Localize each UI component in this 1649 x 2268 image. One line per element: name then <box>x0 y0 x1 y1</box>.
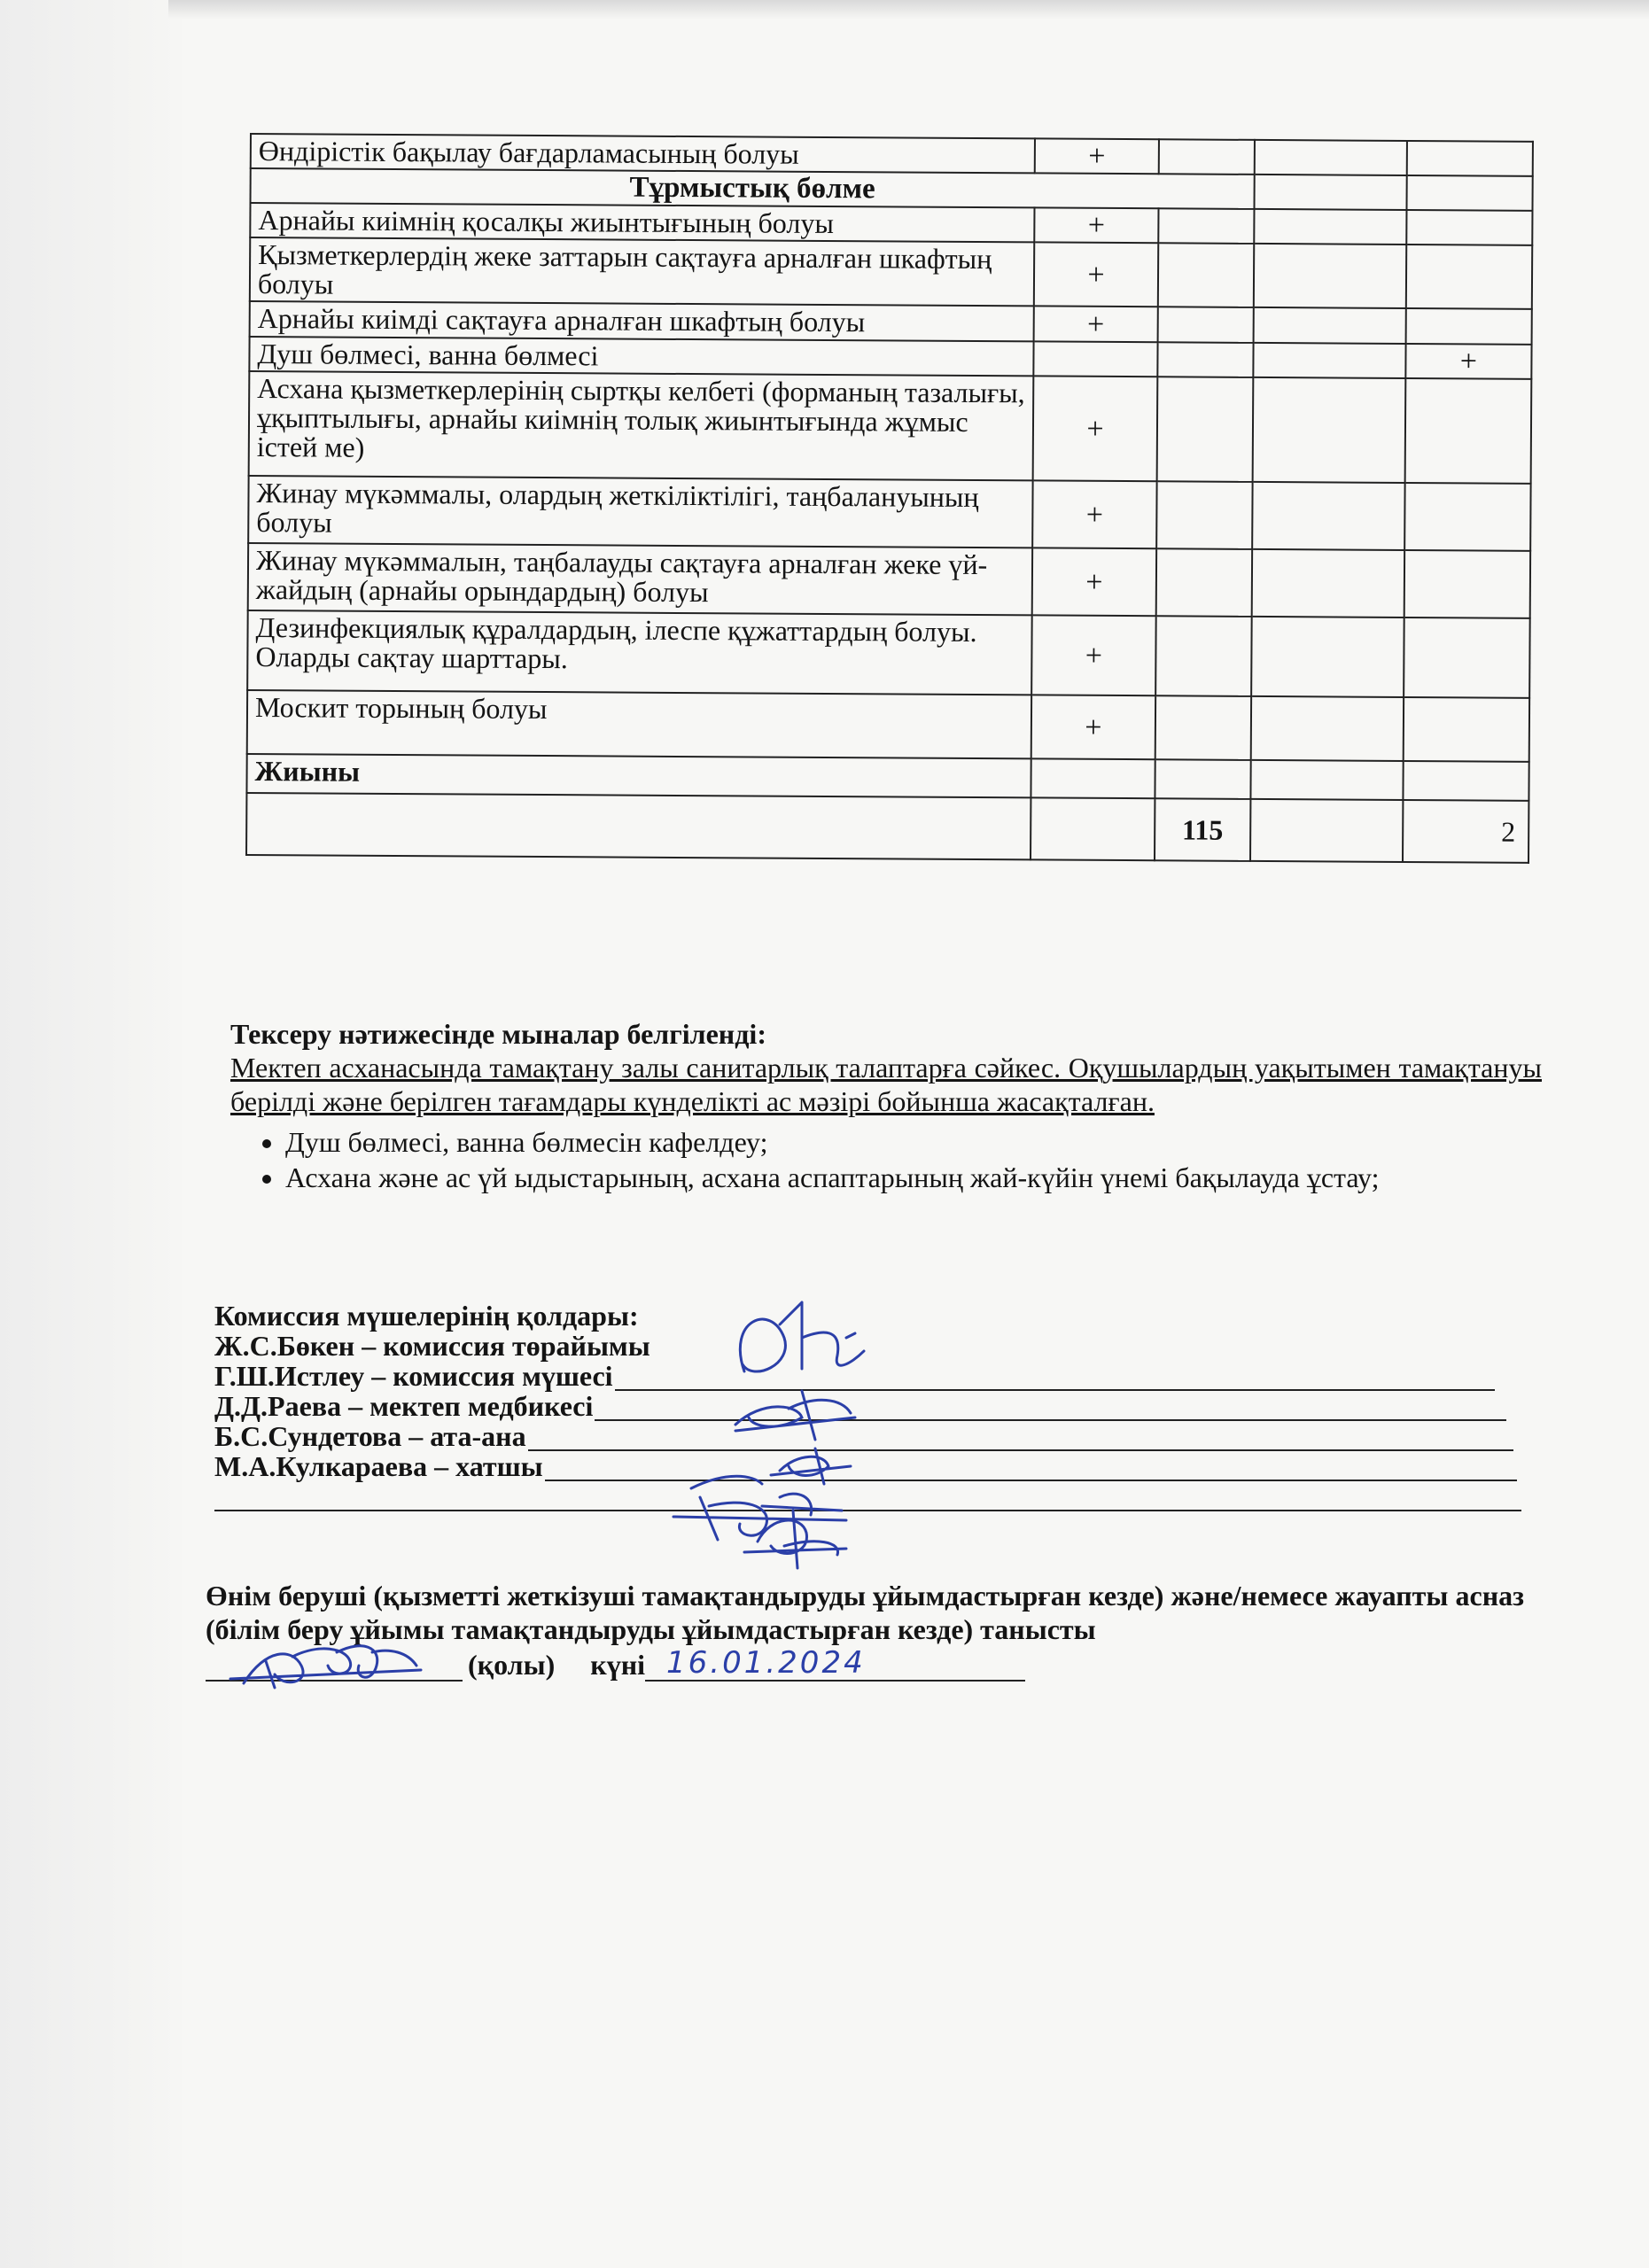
mark-cell: + <box>1032 548 1156 616</box>
mark-cell <box>1158 208 1254 244</box>
producer-acknowledgement <box>206 1579 1524 1682</box>
mark-cell <box>1255 140 1407 175</box>
mark-cell <box>1407 141 1533 176</box>
table-row <box>249 371 1532 484</box>
scan-top-shadow <box>168 0 1649 19</box>
table-cell <box>1406 175 1532 211</box>
mark-cell <box>1254 209 1406 245</box>
producer-text: Өнім беруші (қызметті жеткізуші тамақтандыруды ұйымдастырған кезде) және/немесе жауапты асназ (білім беру ұйымы тамақтандыруды ұйымдастырған кезде) танысты <box>206 1580 1524 1645</box>
table-cell <box>1155 759 1250 799</box>
sign-label: (қолы) <box>468 1649 556 1681</box>
producer-sign-line <box>206 1646 1524 1682</box>
signature-rule <box>528 1425 1513 1451</box>
date-value: 16.01.2024 <box>645 1646 1025 1682</box>
mark-cell <box>1254 244 1406 308</box>
mark-cell: + <box>1031 695 1155 759</box>
checklist-table <box>245 133 1534 864</box>
mark-cell: + <box>1034 306 1158 342</box>
criterion-label: Жинау мүкәммалын, таңбалауды сақтауға арналған жеке үй-жайдың (арнайы орындардың) болуы <box>248 543 1032 615</box>
signature-5-icon <box>744 1511 846 1568</box>
signature-blank <box>206 1653 463 1682</box>
mark-cell <box>1157 377 1254 482</box>
mark-cell <box>1156 481 1252 549</box>
signature-line <box>214 1331 728 1361</box>
signature-line <box>214 1421 1513 1451</box>
signature-line <box>214 1361 1495 1391</box>
criterion-label: Душ бөлмесі, ванна бөлмесі <box>249 337 1033 376</box>
commission-title: Комиссия мүшелерінің қолдары: <box>214 1300 639 1332</box>
criterion-label: Жинау мүкәммалы, олардың жеткіліктілігі, таңбалануының болуы <box>248 476 1032 548</box>
signature-line <box>214 1391 1506 1421</box>
table-row <box>250 237 1532 309</box>
member-name: Д.Д.Раева – мектеп медбикесі <box>214 1390 594 1422</box>
table-cell <box>1031 797 1155 860</box>
mark-cell <box>1404 617 1530 698</box>
table-cell <box>1403 761 1528 801</box>
mark-cell <box>1033 341 1157 377</box>
mark-cell <box>1158 307 1254 343</box>
criterion-label: Москит торының болуы <box>247 690 1031 758</box>
mark-cell: + <box>1405 344 1531 379</box>
criterion-label: Дезинфекциялық құралдардың, ілеспе құжаттардың болуы. Оларды сақтау шарттары. <box>247 610 1032 695</box>
mark-cell <box>1158 243 1254 307</box>
total-label: Жиыны <box>246 754 1031 797</box>
mark-cell <box>1251 617 1404 697</box>
date-label: күні <box>590 1649 646 1681</box>
member-name: Г.Ш.Истлеу – комиссия мүшесі <box>214 1360 613 1392</box>
list-item: • Душ бөлмесі, ванна бөлмесін кафелдеу; <box>285 1125 1542 1159</box>
mark-cell <box>1405 378 1532 484</box>
table-row <box>248 543 1530 618</box>
criterion-label: Арнайы киімді сақтауға арналған шкафтың болуы <box>250 301 1034 341</box>
signature-line <box>214 1451 1517 1481</box>
total-value: 115 <box>1155 798 1250 861</box>
signature-rule <box>214 1481 1521 1511</box>
section-title: Тұрмыстық бөлме <box>251 168 1255 209</box>
mark-cell <box>1406 308 1532 345</box>
commission-signatures <box>214 1301 1517 1511</box>
mark-cell <box>1155 695 1251 760</box>
mark-cell <box>1159 139 1255 175</box>
checklist-table-body <box>246 134 1533 863</box>
mark-cell: + <box>1033 376 1158 481</box>
list-item: • Асхана және ас үй ыдыстарының, асхана аспаптарының жай-күйін үнемі бақылауда ұстау; <box>285 1161 1542 1194</box>
recommendations-list <box>230 1125 1542 1194</box>
total-value-secondary: 2 <box>1403 800 1528 863</box>
mark-cell <box>1253 377 1406 483</box>
mark-cell <box>1252 549 1404 617</box>
criterion-label: Өндірістік бақылау бағдарламасының болуы <box>251 134 1035 173</box>
mark-cell: + <box>1034 242 1158 307</box>
table-row <box>247 610 1530 698</box>
mark-cell <box>1406 245 1532 309</box>
inspection-results <box>230 1017 1542 1196</box>
mark-cell <box>1404 550 1530 618</box>
total-values-row <box>246 793 1528 863</box>
signature-rule <box>545 1455 1517 1481</box>
mark-cell: + <box>1035 138 1159 174</box>
mark-cell: + <box>1031 615 1156 695</box>
member-name: М.А.Кулкараева – хатшы <box>214 1450 543 1482</box>
results-text: Мектеп асханасында тамақтану залы санитарлық талаптарға сәйкес. Оқушылардың уақытымен тамақтануы берілді және берілген тағамдары күнделікті ас мәзірі бойынша жасақталған. <box>230 1052 1542 1117</box>
table-cell <box>1254 175 1406 210</box>
mark-cell <box>1253 343 1405 378</box>
mark-cell: + <box>1032 480 1156 548</box>
criterion-label: Қызметкерлердің жеке заттарын сақтауға арналған шкафтың болуы <box>250 237 1034 306</box>
mark-cell <box>1155 616 1252 696</box>
signature-rule <box>615 1364 1495 1391</box>
criterion-label: Арнайы киімнің қосалқы жиынтығының болуы <box>250 203 1034 242</box>
table-row <box>247 690 1529 762</box>
results-title: Тексеру нәтижесінде мыналар белгіленді: <box>230 1018 766 1050</box>
mark-cell <box>1406 210 1532 245</box>
mark-cell <box>1404 697 1529 762</box>
signature-rule <box>595 1394 1506 1421</box>
table-cell <box>1031 758 1155 798</box>
mark-cell <box>1156 548 1252 617</box>
mark-cell <box>1157 342 1253 377</box>
scan-left-margin <box>0 0 182 2268</box>
mark-cell <box>1254 307 1406 344</box>
table-cell <box>1250 760 1403 800</box>
table-cell <box>246 793 1031 859</box>
table-row <box>248 476 1530 551</box>
mark-cell <box>1252 482 1404 550</box>
member-name: Б.С.Сундетова – ата-ана <box>214 1420 526 1452</box>
mark-cell <box>1251 696 1404 761</box>
member-name: Ж.С.Бөкен – комиссия төрайымы <box>214 1330 650 1362</box>
criterion-label: Асхана қызметкерлерінің сыртқы келбеті (форманың тазалығы, ұқыптылығы, арнайы киімнің толық жиынтығында жұмыс істей ме) <box>249 371 1034 480</box>
mark-cell <box>1404 483 1530 551</box>
table-cell <box>1250 799 1403 862</box>
mark-cell: + <box>1034 207 1158 243</box>
